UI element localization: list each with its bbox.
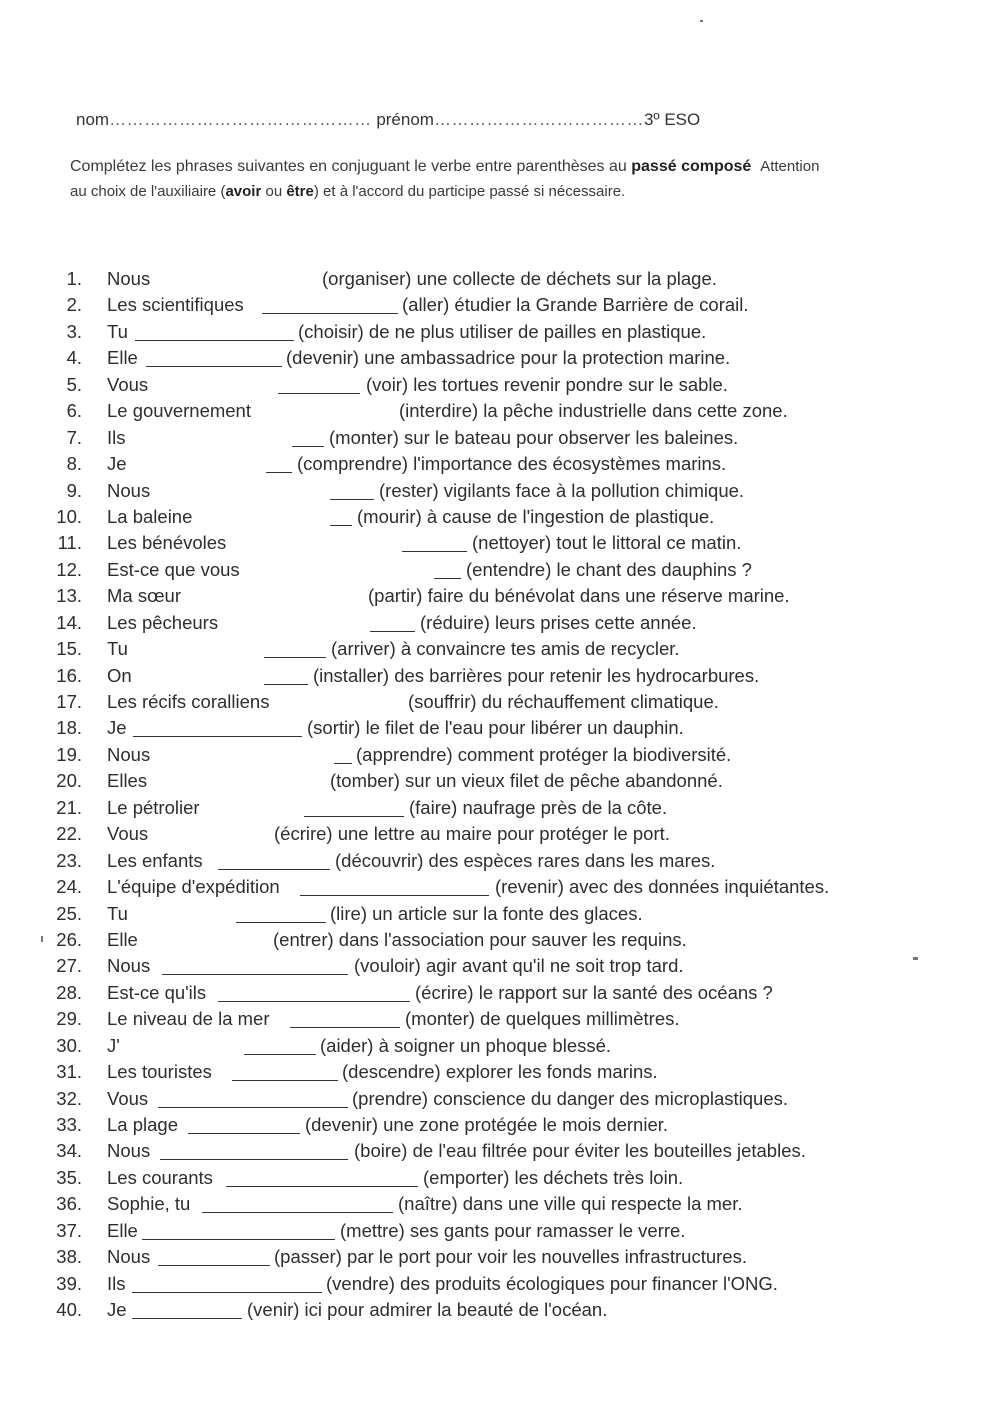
exercise-verb-phrase: (comprendre) l'importance des écosystèmes marins. <box>297 453 727 475</box>
scan-speck <box>700 20 703 22</box>
instructions-text-1: Complétez les phrases suivantes en conjuguant le verbe entre parenthèses au <box>70 158 627 175</box>
exercise-number: 25. <box>56 902 82 924</box>
answer-blank[interactable] <box>135 340 294 341</box>
exercise-verb-phrase: (faire) naufrage près de la côte. <box>409 796 668 818</box>
exercise-subject: Elles <box>107 770 148 792</box>
exercise-verb-phrase: (vouloir) agir avant qu'il ne soit trop tard. <box>354 955 684 977</box>
exercise-verb-phrase: (devenir) une ambassadrice pour la protection marine. <box>286 347 731 369</box>
exercise-number: 17. <box>56 691 82 712</box>
exercise-number: 10. <box>56 505 82 527</box>
exercise-row <box>0 504 1000 530</box>
scan-speck <box>41 936 43 942</box>
exercise-number: 30. <box>56 1034 82 1056</box>
exercise-row <box>0 372 1000 398</box>
exercise-subject: Sophie, tu <box>107 1193 191 1215</box>
exercise-verb-phrase: (mettre) ses gants pour ramasser le verre. <box>340 1219 686 1241</box>
exercise-number: 18. <box>56 717 82 739</box>
exercise-row <box>0 319 1000 345</box>
exercise-row <box>0 292 1000 318</box>
exercise-subject: La plage <box>107 1114 178 1135</box>
answer-blank[interactable] <box>300 895 489 896</box>
exercise-row <box>0 266 1000 292</box>
exercise-row <box>0 636 1000 662</box>
exercise-subject: Vous <box>107 1087 149 1109</box>
answer-blank[interactable] <box>304 816 404 817</box>
exercise-row <box>0 795 1000 821</box>
answer-blank[interactable] <box>244 1054 316 1055</box>
student-header <box>76 110 700 130</box>
exercise-row <box>0 1271 1000 1297</box>
exercise-verb-phrase: (voir) les tortues revenir pondre sur le sable. <box>366 373 728 395</box>
exercise-row <box>0 1191 1000 1217</box>
scan-speck <box>913 957 918 960</box>
exercise-subject: Les bénévoles <box>107 532 227 554</box>
exercise-subject: Ma sœur <box>107 585 181 607</box>
exercise-verb-phrase: (vendre) des produits écologiques pour financer l'ONG. <box>326 1272 778 1294</box>
exercise-number: 1. <box>66 268 82 289</box>
answer-blank[interactable] <box>292 446 324 447</box>
exercise-row <box>0 425 1000 451</box>
exercise-verb-phrase: (sortir) le filet de l'eau pour libérer un dauphin. <box>307 717 684 739</box>
answer-blank[interactable] <box>218 869 330 870</box>
answer-blank[interactable] <box>264 657 326 658</box>
exercise-number: 19. <box>56 743 82 765</box>
exercise-row <box>0 1112 1000 1138</box>
exercise-verb-phrase: (souffrir) du réchauffement climatique. <box>408 691 719 712</box>
exercise-list <box>0 266 1000 1324</box>
exercise-row <box>0 530 1000 556</box>
exercise-row <box>0 768 1000 794</box>
exercise-subject: Nous <box>107 743 151 765</box>
exercise-subject: Les courants <box>107 1166 213 1188</box>
exercise-number: 21. <box>56 796 82 818</box>
exercise-row <box>0 451 1000 477</box>
exercise-verb-phrase: (apprendre) comment protéger la biodiversité. <box>356 743 732 765</box>
exercise-number: 27. <box>56 955 82 977</box>
exercise-subject: La baleine <box>107 505 193 527</box>
exercise-number: 37. <box>56 1219 82 1241</box>
exercise-number: 3. <box>66 320 82 342</box>
exercise-subject: Ils <box>107 1272 126 1294</box>
exercise-number: 13. <box>56 585 82 607</box>
exercise-number: 28. <box>56 981 82 1003</box>
answer-blank[interactable] <box>290 1027 400 1028</box>
answer-blank[interactable] <box>142 1239 335 1240</box>
instructions-text-4: ) et à l'accord du participe passé si nécessaire. <box>313 183 626 200</box>
exercise-subject: Elle <box>107 347 138 369</box>
exercise-verb-phrase: (partir) faire du bénévolat dans une réserve marine. <box>368 585 790 607</box>
instructions <box>70 154 950 204</box>
exercise-number: 16. <box>56 664 82 686</box>
instructions-attention: Attention <box>760 158 820 175</box>
exercise-number: 2. <box>66 294 82 316</box>
exercise-subject: Tu <box>107 638 128 660</box>
nom-label: nom <box>76 110 110 129</box>
exercise-verb-phrase: (écrire) une lettre au maire pour protéger le port. <box>274 823 670 845</box>
exercise-row <box>0 821 1000 847</box>
exercise-row <box>0 1033 1000 1059</box>
exercise-number: 8. <box>66 453 82 475</box>
exercise-subject: Les pêcheurs <box>107 611 219 633</box>
exercise-number: 31. <box>56 1061 82 1083</box>
prenom-field[interactable]: ……………………………… <box>433 110 644 129</box>
exercise-verb-phrase: (passer) par le port pour voir les nouvelles infrastructures. <box>274 1246 747 1268</box>
exercise-number: 36. <box>56 1193 82 1215</box>
exercise-subject: L'équipe d'expédition <box>107 876 280 898</box>
exercise-verb-phrase: (réduire) leurs prises cette année. <box>420 611 697 633</box>
exercise-row <box>0 557 1000 583</box>
exercise-subject: J' <box>107 1034 120 1056</box>
exercise-verb-phrase: (venir) ici pour admirer la beauté de l'océan. <box>247 1299 608 1321</box>
exercise-subject: Les enfants <box>107 849 203 871</box>
exercise-subject: Le gouvernement <box>107 400 251 422</box>
answer-blank[interactable] <box>264 684 308 685</box>
prenom-label: prénom <box>376 110 434 129</box>
exercise-row <box>0 1218 1000 1244</box>
exercise-row <box>0 689 1000 715</box>
exercise-number: 24. <box>56 876 82 898</box>
exercise-number: 11. <box>57 532 82 554</box>
answer-blank[interactable] <box>334 763 352 764</box>
exercise-verb-phrase: (devenir) une zone protégée le mois dernier. <box>305 1114 669 1135</box>
exercise-subject: Les scientifiques <box>107 294 244 316</box>
exercise-verb-phrase: (nettoyer) tout le littoral ce matin. <box>472 532 742 554</box>
exercise-number: 35. <box>56 1166 82 1188</box>
instructions-bold-avoir: avoir <box>225 183 262 200</box>
exercise-verb-phrase: (monter) de quelques millimètres. <box>405 1008 680 1030</box>
answer-blank[interactable] <box>158 1107 348 1108</box>
exercise-number: 34. <box>56 1140 82 1162</box>
exercise-number: 23. <box>56 849 82 871</box>
exercise-verb-phrase: (découvrir) des espèces rares dans les mares. <box>335 849 716 871</box>
exercise-subject: Je <box>107 453 127 475</box>
exercise-row <box>0 1006 1000 1032</box>
exercise-verb-phrase: (monter) sur le bateau pour observer les baleines. <box>329 426 739 448</box>
exercise-row <box>0 742 1000 768</box>
exercise-verb-phrase: (rester) vigilants face à la pollution chimique. <box>379 479 745 501</box>
exercise-row <box>0 610 1000 636</box>
exercise-row <box>0 663 1000 689</box>
exercise-subject: Vous <box>107 373 149 395</box>
exercise-number: 9. <box>66 479 82 501</box>
exercise-row <box>0 478 1000 504</box>
exercise-verb-phrase: (prendre) conscience du danger des microplastiques. <box>352 1087 789 1109</box>
answer-blank[interactable] <box>330 525 352 526</box>
answer-blank[interactable] <box>160 1159 348 1160</box>
exercise-verb-phrase: (aller) étudier la Grande Barrière de corail. <box>402 294 749 316</box>
answer-blank[interactable] <box>132 1292 322 1293</box>
exercise-number: 40. <box>56 1299 82 1321</box>
exercise-number: 22. <box>56 823 82 845</box>
exercise-verb-phrase: (choisir) de ne plus utiliser de pailles en plastique. <box>298 320 707 342</box>
exercise-subject: Ils <box>107 426 126 448</box>
exercise-subject: Est-ce que vous <box>107 558 240 580</box>
answer-blank[interactable] <box>202 1212 393 1213</box>
exercise-verb-phrase: (aider) à soigner un phoque blessé. <box>320 1034 612 1056</box>
exercise-verb-phrase: (emporter) les déchets très loin. <box>423 1166 684 1188</box>
exercise-row <box>0 1297 1000 1323</box>
exercise-row <box>0 345 1000 371</box>
answer-blank[interactable] <box>278 393 360 394</box>
class-label: 3º ESO <box>643 110 701 129</box>
exercise-row <box>0 927 1000 953</box>
exercise-number: 33. <box>56 1114 82 1135</box>
exercise-row <box>0 1244 1000 1270</box>
exercise-verb-phrase: (mourir) à cause de l'ingestion de plastique. <box>357 505 715 527</box>
answer-blank[interactable] <box>370 631 415 632</box>
nom-field[interactable]: ……………………………………… <box>109 110 372 129</box>
exercise-number: 14. <box>56 611 82 633</box>
exercise-row <box>0 1138 1000 1164</box>
answer-blank[interactable] <box>402 551 467 552</box>
exercise-row <box>0 715 1000 741</box>
exercise-subject: Nous <box>107 1140 151 1162</box>
exercise-verb-phrase: (entrer) dans l'association pour sauver les requins. <box>273 928 687 950</box>
exercise-row <box>0 1165 1000 1191</box>
exercise-row <box>0 583 1000 609</box>
exercise-subject: Nous <box>107 479 151 501</box>
exercise-verb-phrase: (descendre) explorer les fonds marins. <box>342 1061 658 1083</box>
exercise-subject: Tu <box>107 902 128 924</box>
exercise-number: 39. <box>56 1272 82 1294</box>
instructions-bold-tense: passé composé <box>631 158 752 175</box>
exercise-verb-phrase: (entendre) le chant des dauphins ? <box>466 558 752 580</box>
exercise-row <box>0 901 1000 927</box>
exercise-verb-phrase: (arriver) à convaincre tes amis de recycler. <box>331 638 680 660</box>
exercise-number: 29. <box>56 1008 82 1030</box>
exercise-row <box>0 953 1000 979</box>
answer-blank[interactable] <box>226 1186 418 1187</box>
answer-blank[interactable] <box>146 366 282 367</box>
exercise-row <box>0 1059 1000 1085</box>
exercise-subject: Les touristes <box>107 1061 212 1083</box>
answer-blank[interactable] <box>132 1318 242 1319</box>
exercise-number: 4. <box>66 347 82 369</box>
exercise-row <box>0 1086 1000 1112</box>
exercise-subject: Le pétrolier <box>107 796 200 818</box>
instructions-bold-etre: être <box>286 183 314 200</box>
exercise-subject: On <box>107 664 132 686</box>
exercise-row <box>0 874 1000 900</box>
exercise-row <box>0 848 1000 874</box>
exercise-subject: Nous <box>107 268 151 289</box>
exercise-subject: Nous <box>107 955 151 977</box>
answer-blank[interactable] <box>162 974 348 975</box>
exercise-subject: Elle <box>107 1219 138 1241</box>
answer-blank[interactable] <box>266 472 292 473</box>
answer-blank[interactable] <box>232 1080 338 1081</box>
answer-blank[interactable] <box>262 313 398 314</box>
answer-blank[interactable] <box>434 578 461 579</box>
answer-blank[interactable] <box>218 1001 410 1002</box>
exercise-number: 5. <box>66 373 82 395</box>
exercise-number: 26. <box>56 928 82 950</box>
exercise-verb-phrase: (interdire) la pêche industrielle dans cette zone. <box>399 400 788 422</box>
exercise-number: 20. <box>56 770 82 792</box>
exercise-subject: Je <box>107 1299 127 1321</box>
exercise-number: 12. <box>56 558 82 580</box>
exercise-verb-phrase: (boire) de l'eau filtrée pour éviter les bouteilles jetables. <box>354 1140 806 1162</box>
exercise-subject: Est-ce qu'ils <box>107 981 207 1003</box>
exercise-number: 15. <box>56 638 82 660</box>
exercise-subject: Je <box>107 717 127 739</box>
exercise-subject: Vous <box>107 823 149 845</box>
exercise-subject: Elle <box>107 928 138 950</box>
exercise-subject: Les récifs coralliens <box>107 691 270 712</box>
exercise-subject: Le niveau de la mer <box>107 1008 270 1030</box>
answer-blank[interactable] <box>188 1133 300 1134</box>
exercise-row <box>0 398 1000 424</box>
answer-blank[interactable] <box>158 1265 270 1266</box>
exercise-verb-phrase: (tomber) sur un vieux filet de pêche abandonné. <box>330 770 723 792</box>
exercise-verb-phrase: (naître) dans une ville qui respecte la mer. <box>398 1193 743 1215</box>
exercise-number: 32. <box>56 1087 82 1109</box>
exercise-number: 7. <box>66 426 82 448</box>
exercise-verb-phrase: (lire) un article sur la fonte des glaces. <box>330 902 643 924</box>
exercise-verb-phrase: (écrire) le rapport sur la santé des océans ? <box>415 981 773 1003</box>
exercise-verb-phrase: (installer) des barrières pour retenir les hydrocarbures. <box>313 664 760 686</box>
exercise-row <box>0 980 1000 1006</box>
exercise-number: 38. <box>56 1246 82 1268</box>
instructions-text-2: au choix de l'auxiliaire ( <box>70 183 226 200</box>
answer-blank[interactable] <box>236 922 326 923</box>
exercise-number: 6. <box>66 400 82 422</box>
answer-blank[interactable] <box>330 499 374 500</box>
exercise-subject: Tu <box>107 320 128 342</box>
exercise-subject: Nous <box>107 1246 151 1268</box>
exercise-verb-phrase: (organiser) une collecte de déchets sur la plage. <box>322 268 717 289</box>
answer-blank[interactable] <box>133 736 302 737</box>
instructions-text-3: ou <box>261 183 287 200</box>
exercise-verb-phrase: (revenir) avec des données inquiétantes. <box>495 876 830 898</box>
